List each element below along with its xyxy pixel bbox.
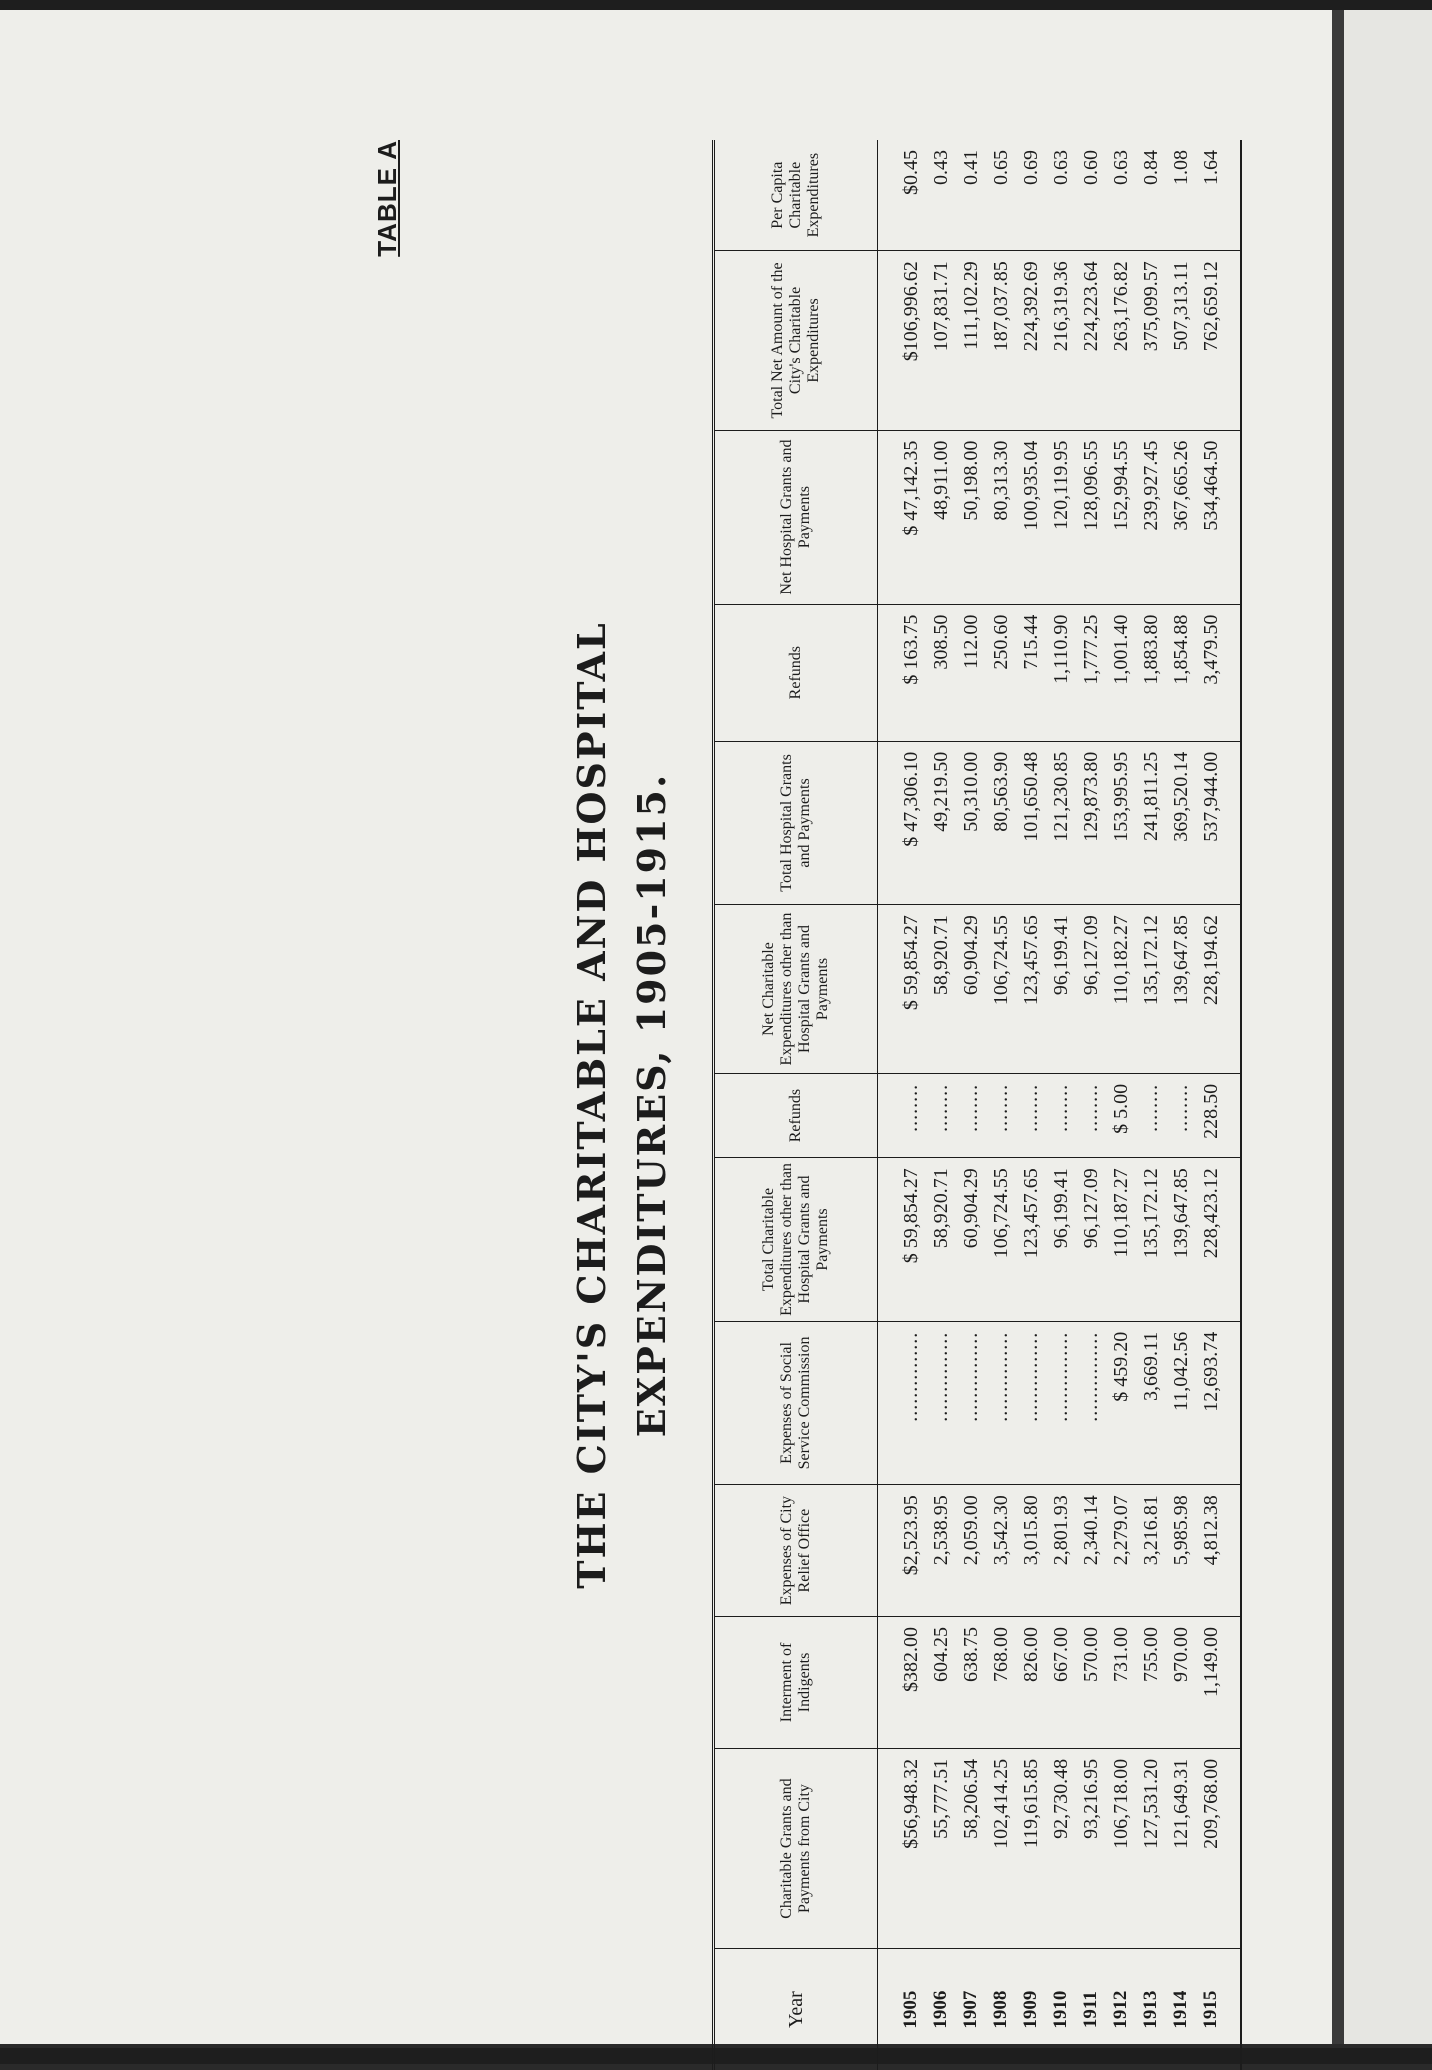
table-cell: 2,801.93 [1046, 1485, 1076, 1617]
column-header: Charitable Grants and Payments from City [714, 1748, 878, 1948]
table-row [1136, 140, 1166, 2070]
table-cell: 60,904.29 [956, 1158, 986, 1321]
table-cell: 139,647.85 [1166, 905, 1196, 1074]
table-row [878, 140, 927, 2070]
adjacent-page-edge [1344, 10, 1432, 2044]
table-cell: 216,319.36 [1046, 251, 1076, 430]
table-cell: $ 59,854.27 [878, 905, 927, 1074]
table-cell: 224,392.69 [1016, 251, 1046, 430]
table-cell: 1,001.40 [1106, 604, 1136, 741]
table-cell: 1,149.00 [1196, 1617, 1241, 1749]
table-cell: 768.00 [986, 1617, 1016, 1749]
table-cell: 50,198.00 [956, 430, 986, 604]
table-cell: 106,718.00 [1106, 1748, 1136, 1948]
table-cell: 1,883.80 [1136, 604, 1166, 741]
table-cell: 970.00 [1166, 1617, 1196, 1749]
table-cell: 826.00 [1016, 1617, 1046, 1749]
table-cell: $2,523.95 [878, 1485, 927, 1617]
table-cell: 507,313.11 [1166, 251, 1196, 430]
table-cell: 110,182.27 [1106, 905, 1136, 1074]
table-cell: ........ [1166, 1073, 1196, 1157]
year-cell: 1909 [1020, 1990, 1041, 2029]
column-header: Total Charitable Expenditures other than Hospital Grants and Payments [714, 1158, 878, 1321]
column-header: Interment of Indigents [714, 1617, 878, 1749]
table-cell: 121,649.31 [1166, 1748, 1196, 1948]
table-cell: 128,096.55 [1076, 430, 1106, 604]
table-cell: 121,230.85 [1046, 741, 1076, 904]
table-cell: $56,948.32 [878, 1748, 927, 1948]
table-cell: 604.25 [926, 1617, 956, 1749]
year-cell: 1915 [1200, 1990, 1221, 2029]
table-cell: 241,811.25 [1136, 741, 1166, 904]
table-cell: ........ [878, 1073, 927, 1157]
page-gutter [1332, 10, 1344, 2044]
rotated-table-block [372, 140, 1222, 2070]
column-header: Total Net Amount of the City's Charitable Expenditures [714, 251, 878, 430]
table-cell: 228,194.62 [1196, 905, 1241, 1074]
table-cell: 4,812.38 [1196, 1485, 1241, 1617]
table-cell: 0.41 [956, 140, 986, 251]
table-cell: 308.50 [926, 604, 956, 741]
table-cell: 92,730.48 [1046, 1748, 1076, 1948]
table-cell: 638.75 [956, 1617, 986, 1749]
table-row [1076, 140, 1106, 2070]
table-row [926, 140, 956, 2070]
table-cell: 755.00 [1136, 1617, 1166, 1749]
table-cell: 0.43 [926, 140, 956, 251]
year-cell: 1905 [900, 1990, 921, 2029]
table-cell: 101,650.48 [1016, 741, 1046, 904]
table-cell: 127,531.20 [1136, 1748, 1166, 1948]
year-cell: 1906 [930, 1990, 951, 2029]
table-cell: 106,724.55 [986, 1158, 1016, 1321]
table-cell: 123,457.65 [1016, 1158, 1046, 1321]
year-cell: 1908 [990, 1990, 1011, 2029]
table-cell: 369,520.14 [1166, 741, 1196, 904]
table-cell: ........ [926, 1073, 956, 1157]
table-cell: 58,920.71 [926, 905, 956, 1074]
table-cell: $0.45 [878, 140, 927, 251]
table-cell: 0.84 [1136, 140, 1166, 251]
column-header: Expenses of City Relief Office [714, 1485, 878, 1617]
table-row [956, 140, 986, 2070]
table-cell: 5,985.98 [1166, 1485, 1196, 1617]
table-cell: 2,059.00 [956, 1485, 986, 1617]
table-cell: $ 59,854.27 [878, 1158, 927, 1321]
table-cell: 48,911.00 [926, 430, 956, 604]
table-cell: 96,199.41 [1046, 905, 1076, 1074]
year-cell: 1910 [1050, 1990, 1071, 2029]
table-cell: 0.63 [1106, 140, 1136, 251]
table-cell: 50,310.00 [956, 741, 986, 904]
table-cell: $ 459.20 [1106, 1321, 1136, 1484]
table-cell: 12,693.74 [1196, 1321, 1241, 1484]
table-cell: 112.00 [956, 604, 986, 741]
table-cell: ............... [956, 1321, 986, 1484]
table-cell: ............... [926, 1321, 956, 1484]
table-cell: 110,187.27 [1106, 1158, 1136, 1321]
table-cell: 96,127.09 [1076, 905, 1106, 1074]
table-cell: ............... [986, 1321, 1016, 1484]
table-cell: ........ [1046, 1073, 1076, 1157]
table-row [1106, 140, 1136, 2070]
table-cell: 135,172.12 [1136, 905, 1166, 1074]
table-cell: ............... [1016, 1321, 1046, 1484]
table-cell: 1,777.25 [1076, 604, 1106, 741]
table-cell: $ 47,142.35 [878, 430, 927, 604]
table-cell: 1.64 [1196, 140, 1241, 251]
title-line-1: THE CITY'S CHARITABLE AND HOSPITAL [569, 621, 614, 1589]
table-cell: 2,538.95 [926, 1485, 956, 1617]
table-row [1166, 140, 1196, 2070]
table-cell: 187,037.85 [986, 251, 1016, 430]
table-cell: 80,563.90 [986, 741, 1016, 904]
year-cell: 1914 [1170, 1990, 1191, 2029]
table-cell: 0.69 [1016, 140, 1046, 251]
table-cell: $382.00 [878, 1617, 927, 1749]
table-cell: $ 47,306.10 [878, 741, 927, 904]
column-header: Expenses of Social Service Commission [714, 1321, 878, 1484]
page-title [562, 140, 682, 2070]
table-cell: 3,015.80 [1016, 1485, 1046, 1617]
table-cell: 100,935.04 [1016, 430, 1046, 604]
table-cell: $ 5.00 [1106, 1073, 1136, 1157]
table-cell: 3,479.50 [1196, 604, 1241, 741]
table-row [986, 140, 1016, 2070]
year-cell: 1907 [960, 1990, 981, 2029]
table-cell: 375,099.57 [1136, 251, 1166, 430]
table-cell: 96,127.09 [1076, 1158, 1106, 1321]
table-cell: 58,206.54 [956, 1748, 986, 1948]
table-cell: 367,665.26 [1166, 430, 1196, 604]
table-cell: 3,669.11 [1136, 1321, 1166, 1484]
table-cell: 570.00 [1076, 1617, 1106, 1749]
column-header: Refunds [714, 604, 878, 741]
column-header: Refunds [714, 1073, 878, 1157]
table-cell: 96,199.41 [1046, 1158, 1076, 1321]
table-cell: 55,777.51 [926, 1748, 956, 1948]
year-cell: 1912 [1110, 1990, 1131, 2029]
table-cell: ........ [1016, 1073, 1046, 1157]
table-cell: 0.60 [1076, 140, 1106, 251]
table-row [1046, 140, 1076, 2070]
table-label: TABLE A [372, 140, 402, 257]
column-header: Per Capita Charitable Expenditures [714, 140, 878, 251]
table-cell: 80,313.30 [986, 430, 1016, 604]
table-cell: 120,119.95 [1046, 430, 1076, 604]
table-cell: 715.44 [1016, 604, 1046, 741]
table-cell: 93,216.95 [1076, 1748, 1106, 1948]
title-line-2: EXPENDITURES, 1905-1915. [629, 772, 674, 1438]
table-cell: 152,994.55 [1106, 430, 1136, 604]
table-cell: 3,216.81 [1136, 1485, 1166, 1617]
table-cell: 135,172.12 [1136, 1158, 1166, 1321]
table-cell: 1,854.88 [1166, 604, 1196, 741]
column-header: Net Charitable Expenditures other than Hospital Grants and Payments [714, 905, 878, 1074]
table-cell: $ 163.75 [878, 604, 927, 741]
column-header: Total Hospital Grants and Payments [714, 741, 878, 904]
table-cell: 1,110.90 [1046, 604, 1076, 741]
table-cell: 2,279.07 [1106, 1485, 1136, 1617]
table-cell: ........ [986, 1073, 1016, 1157]
table-cell: 111,102.29 [956, 251, 986, 430]
table-cell: ............... [878, 1321, 927, 1484]
table-cell: ............... [1076, 1321, 1106, 1484]
table-cell: 263,176.82 [1106, 251, 1136, 430]
table-cell: ........ [1136, 1073, 1166, 1157]
column-header: Year [714, 1949, 878, 2070]
table-cell: 537,944.00 [1196, 741, 1241, 904]
table-cell: 1.08 [1166, 140, 1196, 251]
table-cell: 224,223.64 [1076, 251, 1106, 430]
table-cell: ........ [956, 1073, 986, 1157]
table-body [878, 140, 1242, 2070]
table-cell: 0.63 [1046, 140, 1076, 251]
table-cell: 762,659.12 [1196, 251, 1241, 430]
table-cell: ............... [1046, 1321, 1076, 1484]
year-cell: 1911 [1080, 1991, 1101, 2029]
table-cell: 731.00 [1106, 1617, 1136, 1749]
table-cell: 0.65 [986, 140, 1016, 251]
table-cell: 119,615.85 [1016, 1748, 1046, 1948]
table-cell: 228.50 [1196, 1073, 1241, 1157]
table-cell: 123,457.65 [1016, 905, 1046, 1074]
table-header-row [714, 140, 878, 2070]
table-cell: 11,042.56 [1166, 1321, 1196, 1484]
table-cell: 106,724.55 [986, 905, 1016, 1074]
table-cell: 2,340.14 [1076, 1485, 1106, 1617]
table-cell: 209,768.00 [1196, 1748, 1241, 1948]
table-cell: 49,219.50 [926, 741, 956, 904]
table-cell: 58,920.71 [926, 1158, 956, 1321]
year-cell: 1913 [1140, 1990, 1161, 2029]
table-cell: 228,423.12 [1196, 1158, 1241, 1321]
table-cell: $106,996.62 [878, 251, 927, 430]
table-cell: 102,414.25 [986, 1748, 1016, 1948]
expenditures-table [712, 140, 1242, 2070]
table-cell: 153,995.95 [1106, 741, 1136, 904]
table-row [1016, 140, 1046, 2070]
table-cell: 239,927.45 [1136, 430, 1166, 604]
table-cell: 667.00 [1046, 1617, 1076, 1749]
table-row [1196, 140, 1241, 2070]
table-cell: 107,831.71 [926, 251, 956, 430]
table-cell: 139,647.85 [1166, 1158, 1196, 1321]
table-cell: ........ [1076, 1073, 1106, 1157]
table-cell: 60,904.29 [956, 905, 986, 1074]
table-cell: 250.60 [986, 604, 1016, 741]
table-cell: 534,464.50 [1196, 430, 1241, 604]
table-cell: 129,873.80 [1076, 741, 1106, 904]
table-cell: 3,542.30 [986, 1485, 1016, 1617]
column-header: Net Hospital Grants and Payments [714, 430, 878, 604]
